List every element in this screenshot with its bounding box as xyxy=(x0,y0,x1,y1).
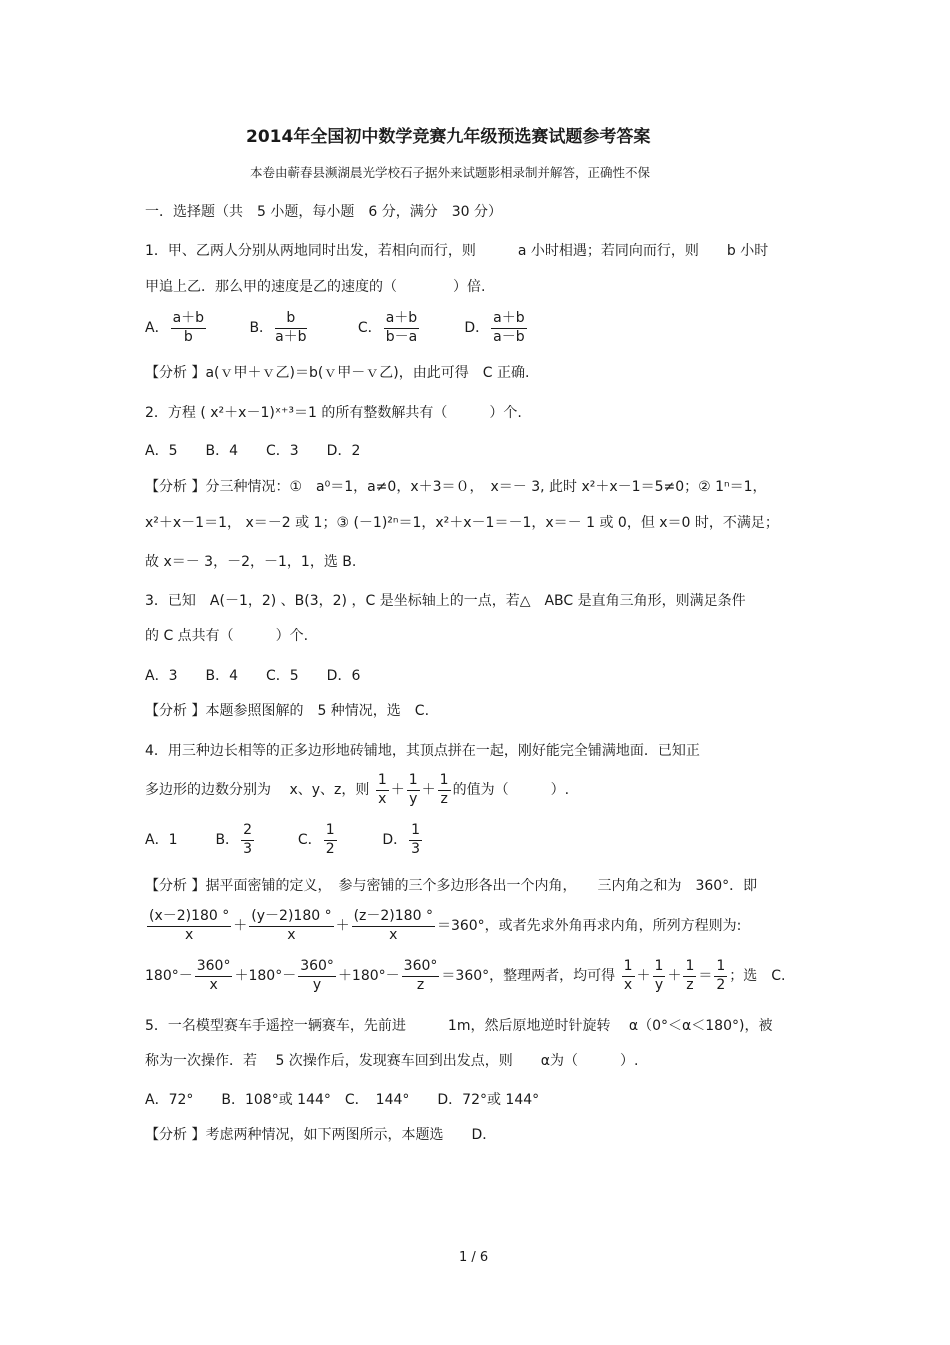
q5-analysis: 【分析 】考虑两种情况，如下两图所示，本题选 D． xyxy=(145,1127,497,1143)
q2-options: A．5 B．4 C．3 D．2 xyxy=(145,443,361,459)
q1-option-d: D． $\frac{a+b}{a-b}$ xyxy=(464,310,525,345)
q5-line2: 称为一次操作．若 5 次操作后，发现赛车回到出发点，则 α为（ ）. xyxy=(145,1053,639,1069)
q1-options xyxy=(145,310,529,346)
q2-stem: 2．方程 ( x²＋x－1)ˣ⁺³＝1 的所有整数解共有（ ）个. xyxy=(145,405,522,421)
q1-line2: 甲追上乙．那么甲的速度是乙的速度的（ ）倍. xyxy=(145,279,486,295)
page-number: 1 / 6 xyxy=(459,1250,489,1265)
q1-option-c: C． $\frac{a+b}{b-a}$ xyxy=(357,310,418,345)
q3-analysis: 【分析 】本题参照图解的 5 种情况，选 C. xyxy=(145,703,430,719)
q4-option-c: C． $\frac{1}{2}$ xyxy=(297,822,335,857)
q1-option-a: A． $\frac{a+b}{b}$ xyxy=(145,310,205,345)
q2-analysis-line2: x²＋x－1＝1， x＝－2 或 1；③ (－1)²ⁿ＝1，x²＋x－1＝－1，x＝－ 1 或 0，但 x＝0 时，不满足； xyxy=(145,515,779,531)
q3-line2: 的 C 点共有（ ）个. xyxy=(145,628,309,644)
q2-analysis-line3: 故 x＝－ 3，－2，－1，1，选 B. xyxy=(145,554,357,570)
q4-option-b: B． $\frac{2}{3}$ xyxy=(215,822,252,857)
q2-analysis-line1: 【分析 】分三种情况：① a⁰＝1，a≠0，x＋3＝０， x＝－ 3, 此时 x²＋x－1＝5≠0；② 1ⁿ＝1， xyxy=(145,479,767,495)
q3-line1: 3．已知 A(－1，2) 、B(3，2) ，C 是坐标轴上的一点，若△ ABC 是直角三角形，则满足条件 xyxy=(145,593,746,609)
q1-option-b: B． $\frac{b}{a+b}$ xyxy=(249,310,307,345)
q1-analysis: 【分析 】a(ｖ甲＋ｖ乙)＝b(ｖ甲－ｖ乙)，由此可得 C 正确. xyxy=(145,365,530,381)
q5-line1: 5．一名模型赛车手遥控一辆赛车，先前进 1m，然后原地逆时针旋转 α（0°＜α＜180°)，被 xyxy=(145,1018,773,1034)
q4-analysis-line2: $\frac{(x-2)180 ^\circ}{x}$ ＋ $\frac{(y-2)180 ^\circ}{x}$ ＋ $\frac{(z-2)180 ^\circ}{x}$ ＝360°，或者先求外角再求内角，所列方程则为: xyxy=(149,908,742,943)
page-title: 2014年全国初中数学竞赛九年级预选赛试题参考答案 xyxy=(246,127,651,147)
q4-line2: 多边形的边数分别为 x、y、z，则 $\frac{1}{x}$ ＋ $\frac{1}{y}$ ＋ $\frac{1}{z}$ 的值为（ ）. xyxy=(145,772,570,807)
q1-line1: 1．甲、乙两人分别从两地同时出发，若相向而行，则 a 小时相遇；若同向而行，则 b 小时 xyxy=(145,243,769,259)
page-subtitle: 本卷由蕲春县濒湖晨光学校石子据外来试题影相录制并解答，正确性不保 xyxy=(250,165,651,180)
section-heading: 一．选择题（共 5 小题，每小题 6 分，满分 30 分） xyxy=(145,204,502,220)
q4-option-a: A．1 xyxy=(145,832,178,848)
q4-line1: 4．用三种边长相等的正多边形地砖铺地，其顶点拼在一起，刚好能完全铺满地面．已知正 xyxy=(145,743,700,759)
q5-options: A．72° B．108°或 144° C． 144° D．72°或 144° xyxy=(145,1092,540,1108)
q4-analysis-line3: 180°－ $\frac{360^\circ}{x}$ ＋180°－ $\frac{360^\circ}{y}$ ＋180°－ $\frac{360^\circ}{z}$ ＝360°，整理两者，均可得 $\frac{1}{x}$ ＋ $\frac{1}{y}$ ＋ $\frac{1}{z}$ ＝ $\frac{1}{2}$ ；选 C. xyxy=(145,958,786,993)
q4-option-d: D． $\frac{1}{3}$ xyxy=(382,822,421,857)
q4-options xyxy=(145,822,424,858)
q3-options: A．3 B．4 C．5 D．6 xyxy=(145,668,361,684)
q4-analysis-line1: 【分析 】据平面密铺的定义， 参与密铺的三个多边形各出一个内角， 三内角之和为 360°．即 xyxy=(145,878,758,894)
